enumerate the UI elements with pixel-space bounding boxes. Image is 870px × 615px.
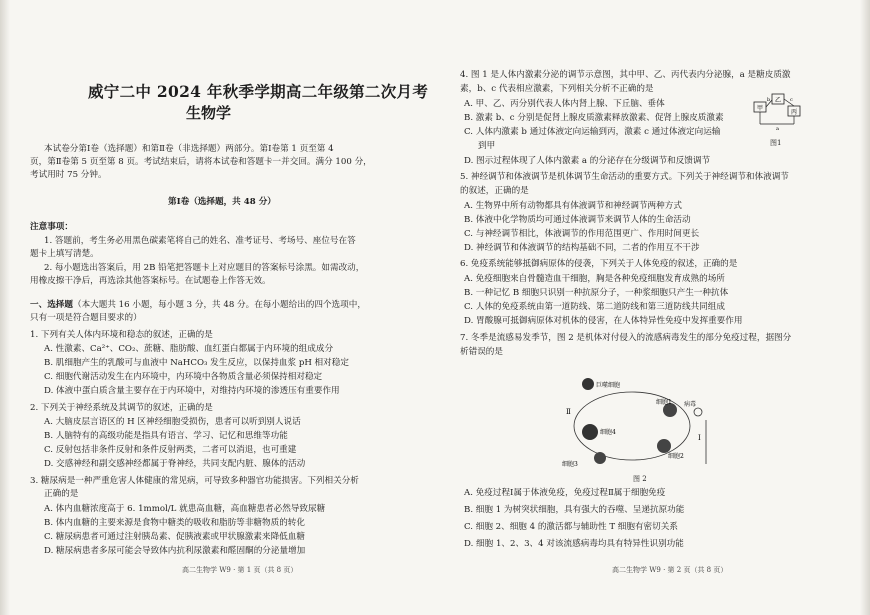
figure-2-diagram [560,374,710,474]
q7-stem-2: 析错误的是 [460,347,503,357]
q4-option-c: C. 人体内激素 b 通过体液定向运输到丙，激素 c 通过体液定向运输 [464,127,721,137]
intro-line-1: 本试卷分第Ⅰ卷（选择题）和第Ⅱ卷（非选择题）两部分。第Ⅰ卷第 1 页至第 4 [44,144,334,154]
q2-option-a: A. 大脑皮层言语区的 H 区神经细胞受损伤，患者可以听到别人说话 [44,417,301,427]
q6-option-a: A. 免疫细胞来自骨髓造血干细胞，胸是各种免疫细胞发育成熟的场所 [464,274,725,284]
part-desc-2: 只有一项是符合题目要求的） [30,313,142,323]
note-line-4: 用橡皮擦干净后，再选涂其他答案标号。在试题卷上作答无效。 [30,276,271,286]
q5-option-c: C. 与神经调节相比，体液调节的作用范围更广、作用时间更长 [464,229,700,239]
q7-option-c: C. 细胞 2、细胞 4 的激活都与辅助性 T 细胞有密切关系 [464,522,678,532]
part-heading [30,300,366,311]
q2-option-b: B. 人脑特有的高级功能是指具有语言、学习、记忆和思维等功能 [44,431,288,441]
fig2-cell-3 [594,452,606,464]
fig1-label-jia: 甲 [757,105,764,112]
q6-option-d: D. 胃酸腺可抵御病原体对机体的侵害，在人体特异性免疫中发挥重要作用 [464,316,743,326]
fig1-label-bing: 丙 [791,109,798,116]
q4-option-b: B. 激素 b、c 分别是促肾上腺皮质激素释放激素、促肾上腺皮质激素 [464,113,724,123]
q4-stem-1: 4. 图 1 是人体内激素分泌的调节示意图，其中甲、乙、丙代表内分泌腺，a 是糖皮质激 [460,70,791,80]
q5-option-a: A. 生物界中所有动物都具有体液调节和神经调节两种方式 [464,201,682,211]
exam-title: 威宁二中 2024 年秋季学期高二年级第二次月考 [88,82,429,101]
fig2-label-virus: 病毒 [684,401,697,408]
figure-2 [560,374,710,474]
section-heading: 第Ⅰ卷（选择题，共 48 分） [168,197,276,207]
note-line-1: 1. 答题前，考生务必用黑色碳素笔将自己的姓名、准考证号、考场号、座位号在答 [44,236,356,246]
fig2-label-I: Ⅰ [698,434,701,442]
footer-right: 高二生物学 W9 · 第 2 页（共 8 页） [612,566,728,574]
intro-line-3: 考试用时 75 分钟。 [30,170,107,180]
q7-option-d: D. 细胞 1、2、3、4 对该流感病毒均具有特异性识别功能 [464,539,684,549]
q2-option-c: C. 反射包括非条件反射和条件反射两类，二者可以消退，也可重建 [44,445,297,455]
note-line-2: 题卡上填写清楚。 [30,249,99,259]
fig2-label-cell4: 细胞4 [600,429,616,436]
q1-stem: 1. 下列有关人体内环境和稳态的叙述，正确的是 [30,330,213,340]
fig2-virus [694,408,702,416]
figure-2-caption: 图 2 [633,475,647,483]
fig1-label-a: a [776,126,779,132]
q7-option-a: A. 免疫过程Ⅰ属于体液免疫，免疫过程Ⅱ属于细胞免疫 [464,488,666,498]
q3-option-d: D. 糖尿病患者多尿可能会导致体内抗利尿激素和醛固酮的分泌量增加 [44,546,306,556]
q1-option-c: C. 细胞代谢活动发生在内环境中，内环境中各物质含量必须保持相对稳定 [44,372,323,382]
q3-stem-2: 正确的是 [44,489,79,499]
fig2-cell-4 [582,424,598,440]
figure-1-diagram [752,92,804,136]
footer-left: 高二生物学 W9 · 第 1 页（共 8 页） [182,566,298,574]
fig1-label-yi: 乙 [775,97,782,104]
fig2-macrophage [582,378,594,390]
q6-stem: 6. 免疫系统能够抵御病原体的侵袭，下列关于人体免疫的叙述，正确的是 [460,259,738,269]
fig1-label-b: b [767,97,771,103]
q5-stem-2: 的叙述，正确的是 [460,186,529,196]
q7-option-b: B. 细胞 1 为树突状细胞，具有强大的吞噬、呈递抗原功能 [464,505,685,515]
fig2-cell-2 [657,439,671,453]
q5-option-b: B. 体液中化学物质均可通过体液调节来调节人体的生命活动 [464,215,691,225]
q4-option-a: A. 甲、乙、丙分别代表人体内肾上腺、下丘脑、垂体 [464,99,665,109]
q1-option-d: D. 体液中蛋白质含量主要存在于内环境中，对维持内环境的渗透压有重要作用 [44,386,340,396]
notes-heading: 注意事项： [30,222,73,232]
intro-line-2: 页，第Ⅱ卷第 5 页至第 8 页。考试结束后，请将本试卷和答题卡一并交回。满分 100 分， [30,157,372,167]
q6-option-b: B. 一种记忆 B 细胞只识别一种抗原分子，一种浆细胞只产生一种抗体 [464,288,729,298]
fig2-label-macrophage: 巨噬细胞 [596,382,621,389]
q2-option-d: D. 交感神经和副交感神经都属于脊神经，共同支配内脏、腺体的活动 [44,459,306,469]
fig2-label-cell3: 细胞3 [562,461,578,468]
fig2-label-cell2: 细胞2 [668,453,684,460]
q4-stem-2: 素，b、c 代表相应激素，下列相关分析不正确的是 [460,84,654,94]
exam-subject: 生物学 [186,104,232,122]
q1-option-b: B. 肌细胞产生的乳酸可与血液中 NaHCO₃ 发生反应，以保持血浆 pH 相对稳定 [44,358,349,368]
part-desc: （本大题共 16 小题，每小题 3 分，共 48 分。在每小题给出的四个选项中， [72,300,366,310]
q3-option-b: B. 体内血糖的主要来源是食物中糖类的吸收和脂肪等非糖物质的转化 [44,518,305,528]
figure-1-caption: 图1 [770,139,782,147]
figure-1 [752,92,804,136]
fig2-label-cell1: 细胞1 [656,399,672,406]
q6-option-c: C. 人体的免疫系统由第一道防线、第二道防线和第三道防线共同组成 [464,302,725,312]
fig1-label-c: c [790,97,793,103]
q5-option-d: D. 神经调节和体液调节的结构基础不同，二者的作用互不干涉 [464,243,700,253]
page-right [452,0,870,615]
q4-option-d: D. 图示过程体现了人体内激素 a 的分泌存在分级调节和反馈调节 [464,156,711,166]
q4-option-c-cont: 到甲 [478,141,496,151]
q1-option-a: A. 性激素、Ca²⁺、CO₂、蔗糖、脂肪酸、血红蛋白都属于内环境的组成成分 [44,344,334,354]
q5-stem-1: 5. 神经调节和体液调节是机体调节生命活动的重要方式。下列关于神经调节和体液调节 [460,172,789,182]
q7-stem-1: 7. 冬季是流感易发季节，图 2 是机体对付侵入的流感病毒发生的部分免疫过程，据图分 [460,333,792,343]
part-title: 一、选择题 [30,300,73,310]
q3-stem-1: 3. 糖尿病是一种严重危害人体健康的常见病，可导致多种器官功能损害。下列相关分析 [30,476,359,486]
note-line-3: 2. 每小题选出答案后，用 2B 铅笔把答题卡上对应题目的答案标号涂黑。如需改动， [44,263,365,273]
q3-option-c: C. 糖尿病患者可通过注射胰岛素、促胰液素或甲状腺激素来降低血糖 [44,532,305,542]
q3-option-a: A. 体内血糖浓度高于 6. 1mmol/L 就患高血糖，高血糖患者必然导致尿糖 [44,504,326,514]
q2-stem: 2. 下列关于神经系统及其调节的叙述，正确的是 [30,403,213,413]
fig2-label-II: Ⅱ [566,408,571,416]
